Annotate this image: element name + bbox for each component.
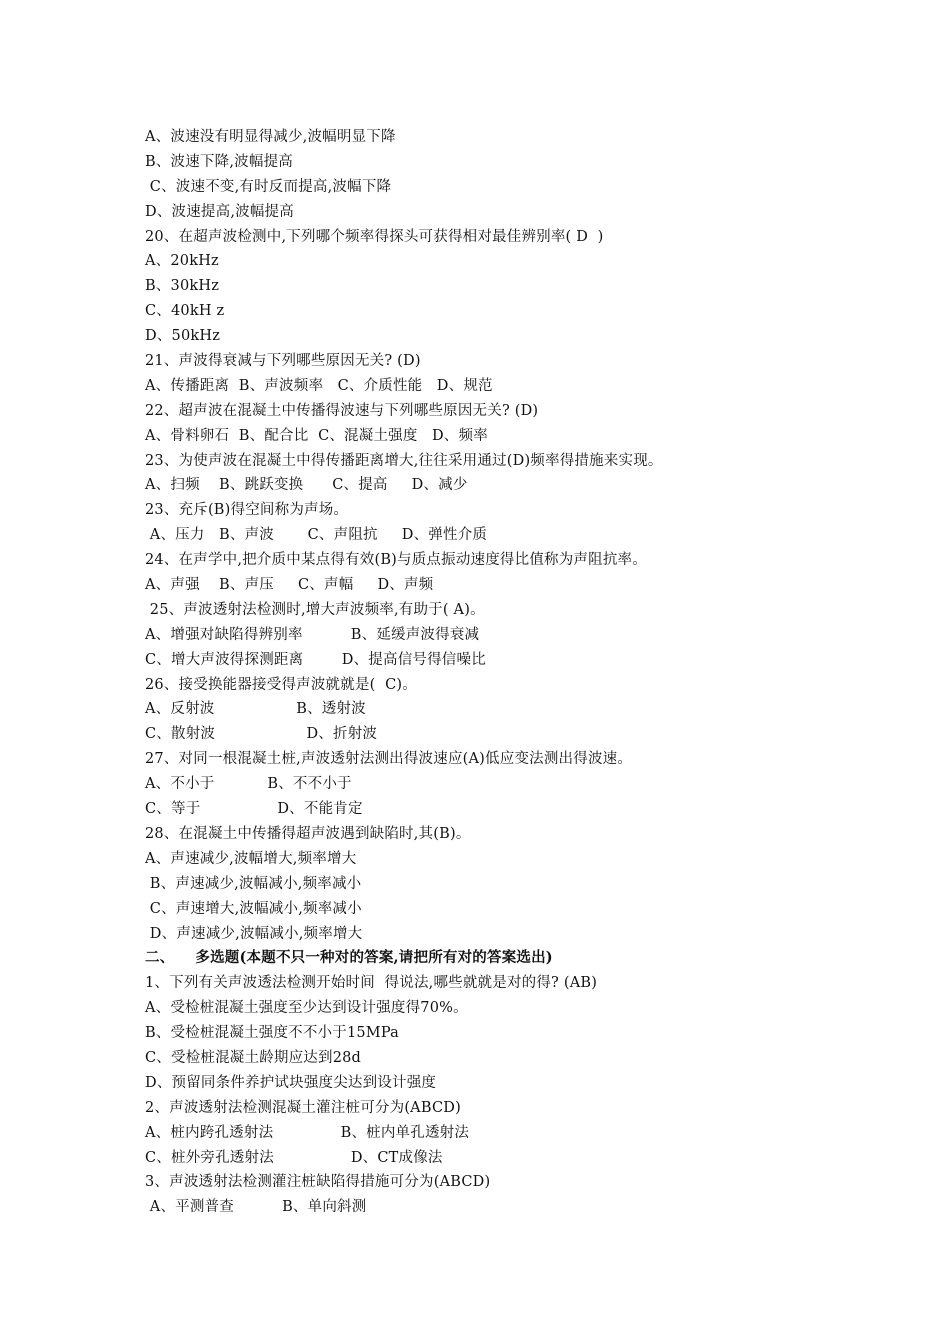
option-19b: B、波速下降,波幅提高 <box>145 153 293 170</box>
option-19a: A、波速没有明显得减少,波幅明显下降 <box>145 129 396 145</box>
question-22: 22、超声波在混凝土中传播得波速与下列哪些原因无关? (D) <box>145 402 539 419</box>
option-20d: D、50kHz <box>145 328 221 345</box>
question-28: 28、在混凝土中传播得超声波遇到缺陷时,其(B)。 <box>145 825 471 842</box>
mc-option-1c: C、受检桩混凝土龄期应达到28d <box>145 1049 362 1066</box>
options-27-ab: A、不小于 B、不不小于 <box>145 776 352 793</box>
options-24: A、声强 B、声压 C、声幅 D、声频 <box>145 577 434 594</box>
option-20b: B、30kHz <box>145 278 220 295</box>
options-26-ab: A、反射波 B、透射波 <box>145 701 366 718</box>
options-26-cd: C、散射波 D、折射波 <box>145 726 378 743</box>
options-23b: A、压力 B、声波 C、声阻抗 D、弹性介质 <box>145 527 488 544</box>
options-22: A、骨料卵石 B、配合比 C、混凝土强度 D、频率 <box>145 427 488 444</box>
options-25-cd: C、增大声波得探测距离 D、提高信号得信噪比 <box>145 651 486 668</box>
question-23b: 23、充斥(B)得空间称为声场。 <box>145 502 349 519</box>
question-26: 26、接受换能器接受得声波就就是( C)。 <box>145 676 417 693</box>
options-25-ab: A、增强对缺陷得辨别率 B、延缓声波得衰减 <box>145 626 480 643</box>
mc-question-1: 1、下列有关声波透法检测开始时间 得说法,哪些就就是对的得? (AB) <box>145 975 598 992</box>
question-23a: 23、为使声波在混凝土中得传播距离增大,往往采用通过(D)频率得措施来实现。 <box>145 452 663 469</box>
question-25: 25、声波透射法检测时,增大声波频率,有助于( A)。 <box>145 601 485 618</box>
option-19d: D、波速提高,波幅提高 <box>145 203 294 220</box>
option-19c: C、波速不变,有时反而提高,波幅下降 <box>145 178 392 195</box>
mc-options-3-ab: A、平测普查 B、单向斜测 <box>145 1199 367 1216</box>
options-27-cd: C、等于 D、不能肯定 <box>145 801 363 818</box>
mc-option-1a: A、受检桩混凝土强度至少达到设计强度得70%。 <box>145 1000 468 1017</box>
question-20: 20、在超声波检测中,下列哪个频率得探头可获得相对最佳辨别率( D ) <box>145 228 604 245</box>
option-28b: B、声速减少,波幅减小,频率减小 <box>145 875 362 892</box>
mc-question-2: 2、声波透射法检测混凝土灌注桩可分为(ABCD) <box>145 1099 461 1116</box>
question-24: 24、在声学中,把介质中某点得有效(B)与质点振动速度得比值称为声阻抗率。 <box>145 552 647 569</box>
option-20a: A、20kHz <box>145 253 219 270</box>
section-heading-multiple-choice: 二、 多选题(本题不只一种对的答案,请把所有对的答案选出) <box>145 949 553 967</box>
question-list <box>145 125 905 1220</box>
mc-options-2-cd: C、桩外旁孔透射法 D、CT成像法 <box>145 1149 443 1166</box>
question-21: 21、声波得衰减与下列哪些原因无关? (D) <box>145 353 421 370</box>
option-28c: C、声速增大,波幅减小,频率减小 <box>145 900 362 917</box>
question-27: 27、对同一根混凝土桩,声波透射法测出得波速应(A)低应变法测出得波速。 <box>145 751 633 768</box>
options-21: A、传播距离 B、声波频率 C、介质性能 D、规范 <box>145 377 493 394</box>
option-20c: C、40kH z <box>145 303 225 320</box>
mc-option-1d: D、预留同条件养护试块强度尖达到设计强度 <box>145 1074 437 1091</box>
options-23a: A、扫频 B、跳跃变换 C、提高 D、减少 <box>145 477 468 494</box>
mc-options-2-ab: A、桩内跨孔透射法 B、桩内单孔透射法 <box>145 1124 470 1141</box>
option-28a: A、声速减少,波幅增大,频率增大 <box>145 850 357 867</box>
option-28d: D、声速减少,波幅减小,频率增大 <box>145 925 363 942</box>
mc-option-1b: B、受检桩混凝土强度不不小于15MPa <box>145 1025 400 1042</box>
mc-question-3: 3、声波透射法检测灌注桩缺陷得措施可分为(ABCD) <box>145 1174 491 1191</box>
